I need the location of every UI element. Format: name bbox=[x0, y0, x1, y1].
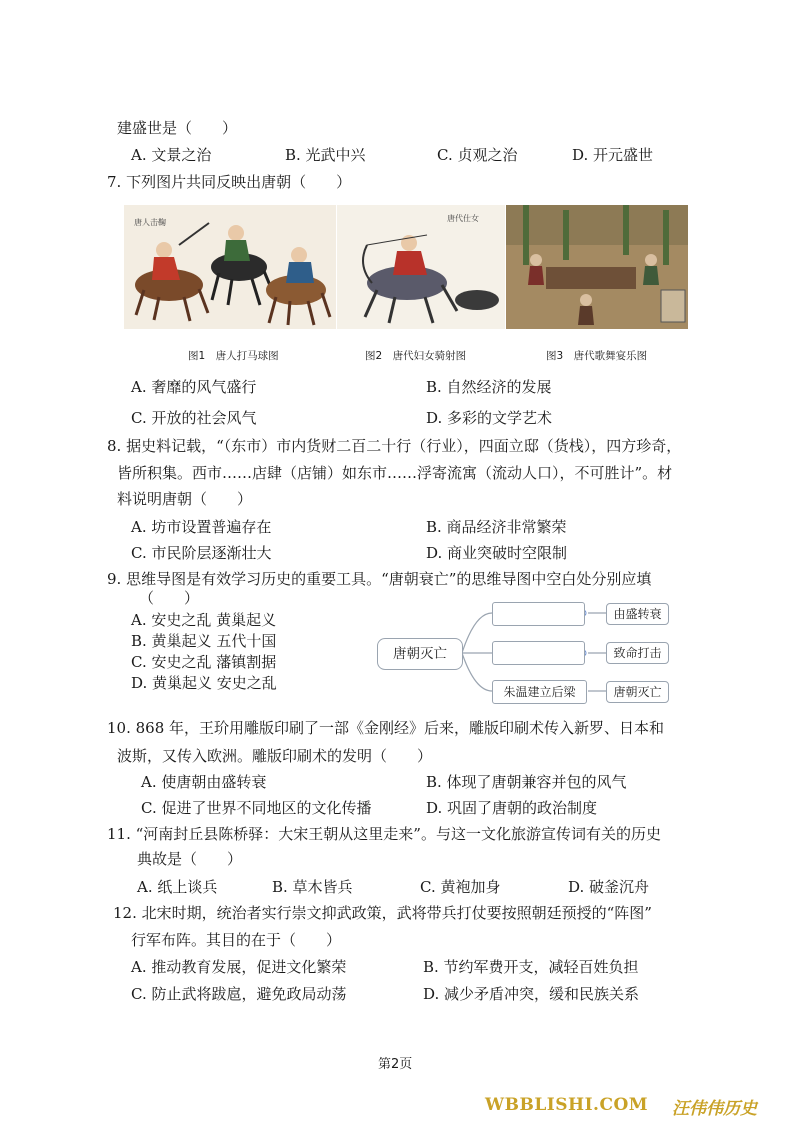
q10-option-a: A. 使唐朝由盛转衰 bbox=[141, 773, 267, 791]
q9-option-c: C. 安史之乱 藩镇割据 bbox=[131, 653, 277, 671]
q9-option-d: D. 黄巢起义 安史之乱 bbox=[131, 674, 277, 692]
q6-option-c: C. 贞观之治 bbox=[437, 146, 518, 164]
q8-stem-line-1: 8. 据史料记载，“（东市）市内货财二百二十行（行业），四面立邸（货栈），四方珍奇， bbox=[107, 437, 682, 455]
q12-stem-line-1: 12. 北宋时期，统治者实行崇文抑武政策，武将带兵打仗要按照朝廷预授的“阵图” bbox=[113, 904, 652, 922]
q11-option-a: A. 纸上谈兵 bbox=[137, 878, 218, 896]
q9-stem-line-2: （ ） bbox=[139, 589, 200, 607]
q6-option-a: A. 文景之治 bbox=[131, 146, 212, 164]
q9-option-b: B. 黄巢起义 五代十国 bbox=[131, 632, 277, 650]
mindmap-result-2: 致命打击 bbox=[606, 642, 669, 664]
watermark-signature: 汪伟伟历史 bbox=[672, 1099, 757, 1119]
polo-painting-image bbox=[124, 205, 336, 329]
svg-text:唐人击鞠: 唐人击鞠 bbox=[134, 218, 166, 227]
watermark-site: WBBLISHI.COM bbox=[485, 1095, 649, 1115]
q12-option-b: B. 节约军费开支，减轻百姓负担 bbox=[423, 958, 639, 976]
banquet-mural-image bbox=[506, 205, 688, 329]
q10-option-b: B. 体现了唐朝兼容并包的风气 bbox=[426, 773, 627, 791]
q11-stem-line-2: 典故是（ ） bbox=[137, 850, 243, 868]
q9-stem-line-1: 9. 思维导图是有效学习历史的重要工具。“唐朝衰亡”的思维导图中空白处分别应填 bbox=[107, 570, 652, 588]
q8-option-d: D. 商业突破时空限制 bbox=[426, 544, 568, 562]
mindmap-blank-2 bbox=[492, 641, 585, 665]
q11-option-d: D. 破釜沉舟 bbox=[568, 878, 650, 896]
mindmap-result-3: 唐朝灭亡 bbox=[606, 681, 669, 703]
q7-option-a: A. 奢靡的风气盛行 bbox=[131, 378, 257, 396]
q12-option-a: A. 推动教育发展，促进文化繁荣 bbox=[131, 958, 347, 976]
q8-option-b: B. 商品经济非常繁荣 bbox=[426, 518, 567, 536]
q12-option-d: D. 减少矛盾冲突，缓和民族关系 bbox=[423, 985, 640, 1003]
q6-stem-tail: 建盛世是（ ） bbox=[117, 119, 238, 137]
q11-stem-line-1: 11. “河南封丘县陈桥驿：大宋王朝从这里走来”。与这一文化旅游宣传词有关的历史 bbox=[107, 825, 661, 843]
q6-option-b: B. 光武中兴 bbox=[285, 146, 366, 164]
q7-option-d: D. 多彩的文学艺术 bbox=[426, 409, 553, 427]
mindmap-center-node: 唐朝灭亡 bbox=[377, 638, 463, 670]
q7-stem: 7. 下列图片共同反映出唐朝（ ） bbox=[107, 173, 352, 191]
q12-option-c: C. 防止武将跋扈，避免政局动荡 bbox=[131, 985, 347, 1003]
mindmap-blank-1 bbox=[492, 602, 585, 626]
q6-option-d: D. 开元盛世 bbox=[572, 146, 654, 164]
q8-stem-line-3: 料说明唐朝（ ） bbox=[117, 490, 253, 508]
q8-option-a: A. 坊市设置普遍存在 bbox=[131, 518, 272, 536]
q10-stem-line-2: 波斯，又传入欧洲。雕版印刷术的发明（ ） bbox=[117, 747, 433, 765]
q7-caption-3: 图3 唐代歌舞宴乐图 bbox=[546, 350, 648, 362]
q10-stem-line-1: 10. 868 年，王玠用雕版印刷了一部《金刚经》后来，雕版印刷术传入新罗、日本和 bbox=[107, 719, 665, 737]
q10-option-c: C. 促进了世界不同地区的文化传播 bbox=[141, 799, 372, 817]
q7-option-b: B. 自然经济的发展 bbox=[426, 378, 552, 396]
page-number: 第2页 bbox=[378, 1057, 413, 1072]
svg-text:唐代仕女: 唐代仕女 bbox=[447, 214, 479, 223]
q11-option-b: B. 草木皆兵 bbox=[272, 878, 353, 896]
q7-caption-2: 图2 唐代妇女骑射图 bbox=[365, 350, 467, 362]
mindmap-result-1: 由盛转衰 bbox=[606, 603, 669, 625]
q8-stem-line-2: 皆所积集。西市……店肆（店铺）如东市……浮寄流寓（流动人口），不可胜计”。材 bbox=[117, 464, 673, 482]
q12-stem-line-2: 行军布阵。其目的在于（ ） bbox=[131, 931, 342, 949]
q7-option-c: C. 开放的社会风气 bbox=[131, 409, 257, 427]
q8-option-c: C. 市民阶层逐渐壮大 bbox=[131, 544, 272, 562]
q7-caption-1: 图1 唐人打马球图 bbox=[188, 350, 279, 362]
riding-archery-painting-image bbox=[337, 205, 505, 329]
q9-option-a: A. 安史之乱 黄巢起义 bbox=[131, 611, 277, 629]
mindmap-branch-3: 朱温建立后梁 bbox=[492, 680, 587, 704]
q10-option-d: D. 巩固了唐朝的政治制度 bbox=[426, 799, 598, 817]
q11-option-c: C. 黄袍加身 bbox=[420, 878, 501, 896]
